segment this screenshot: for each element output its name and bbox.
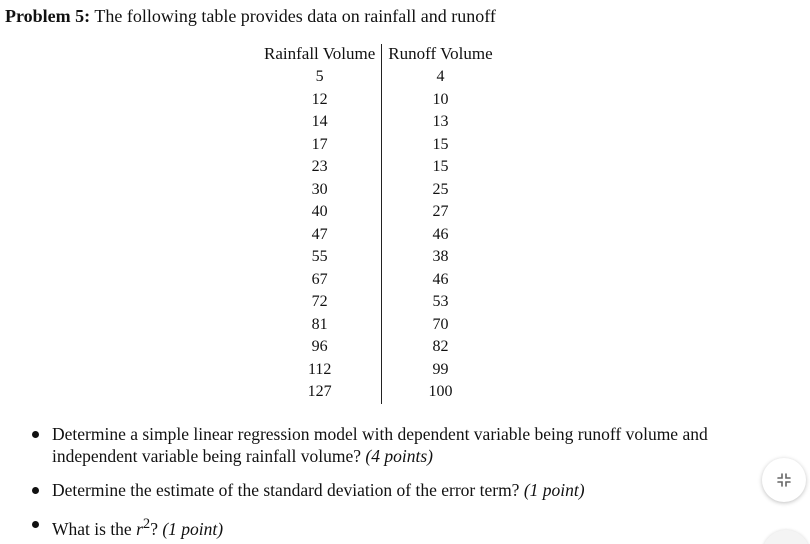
table-row — [258, 224, 499, 247]
runoff-cell: 100 — [428, 383, 453, 400]
collapse-button[interactable] — [762, 458, 806, 502]
table-row — [258, 359, 499, 382]
table-row — [258, 314, 499, 337]
table-row — [258, 246, 499, 269]
r-variable: r — [136, 518, 143, 539]
table-header-row — [258, 44, 499, 66]
table-row — [258, 134, 499, 157]
table-row — [258, 201, 499, 224]
runoff-cell: 46 — [432, 225, 449, 243]
table-row — [258, 156, 499, 179]
question-text-end: ? — [150, 518, 158, 539]
data-table — [258, 44, 499, 404]
rainfall-cell: 72 — [258, 291, 382, 314]
runoff-cell: 15 — [432, 158, 449, 175]
question-item — [30, 513, 790, 540]
runoff-cell: 13 — [432, 113, 449, 130]
header-rainfall: Rainfall Volume — [258, 44, 382, 66]
table-row — [258, 179, 499, 202]
collapse-icon — [776, 472, 792, 488]
rainfall-cell: 5 — [258, 66, 382, 89]
table-row — [258, 89, 499, 112]
rainfall-cell: 12 — [258, 89, 382, 112]
bullet-icon — [32, 487, 39, 494]
question-text: Determine a simple linear regression model with dependent variable being runoff volume and independent variable being rainfall volume? — [52, 424, 708, 466]
question-item — [30, 479, 790, 501]
question-text: Determine the estimate of the standard deviation of the error term? — [52, 480, 520, 500]
rainfall-cell: 17 — [258, 134, 382, 157]
problem-label: Problem 5: — [5, 6, 91, 26]
rainfall-cell: 30 — [258, 179, 382, 202]
rainfall-cell: 55 — [258, 246, 382, 269]
runoff-cell: 99 — [432, 360, 449, 378]
runoff-cell: 38 — [432, 248, 449, 265]
bullet-icon — [32, 521, 39, 528]
problem-statement — [5, 6, 496, 27]
question-text: What is the — [52, 518, 137, 539]
rainfall-cell: 112 — [258, 359, 382, 382]
table-row — [258, 111, 499, 134]
question-points: (1 point) — [523, 480, 585, 500]
header-runoff: Runoff Volume — [388, 44, 493, 63]
rainfall-cell: 23 — [258, 156, 382, 179]
rainfall-cell: 47 — [258, 224, 382, 247]
runoff-cell: 27 — [432, 203, 449, 220]
bullet-icon — [32, 431, 39, 438]
problem-text: The following table provides data on rainfall and runoff — [94, 6, 496, 26]
r-exponent: 2 — [142, 516, 151, 532]
table-row — [258, 336, 499, 359]
runoff-cell: 70 — [432, 315, 449, 333]
runoff-cell: 82 — [432, 338, 449, 355]
rainfall-cell: 14 — [258, 111, 382, 134]
runoff-cell: 15 — [432, 135, 449, 153]
question-list — [30, 423, 790, 540]
rainfall-cell: 81 — [258, 314, 382, 337]
question-points: (4 points) — [365, 446, 433, 466]
runoff-cell: 4 — [436, 68, 445, 85]
rainfall-cell: 67 — [258, 269, 382, 292]
table-row — [258, 291, 499, 314]
rainfall-cell: 40 — [258, 201, 382, 224]
table-body — [258, 66, 499, 404]
question-points: (1 point) — [162, 518, 224, 539]
runoff-cell: 25 — [432, 180, 449, 198]
question-item — [30, 423, 790, 467]
rainfall-cell: 127 — [258, 381, 382, 404]
runoff-cell: 53 — [432, 293, 449, 310]
runoff-cell: 10 — [432, 90, 449, 108]
table-row — [258, 269, 499, 292]
runoff-cell: 46 — [432, 270, 449, 288]
table-row — [258, 381, 499, 404]
table-row — [258, 66, 499, 89]
rainfall-cell: 96 — [258, 336, 382, 359]
